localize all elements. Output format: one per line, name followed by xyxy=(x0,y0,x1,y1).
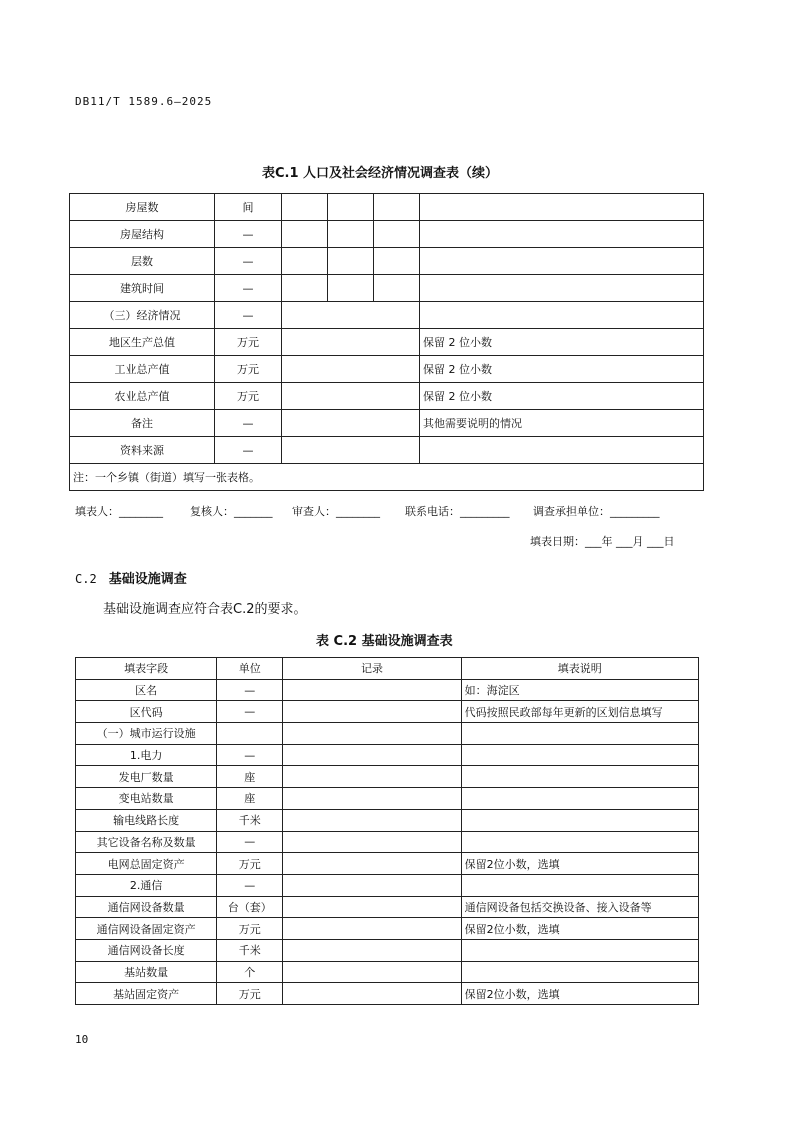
note-cell xyxy=(461,874,698,896)
field-cell: 电网总固定资产 xyxy=(76,853,217,875)
note-cell xyxy=(461,961,698,983)
note-cell xyxy=(461,939,698,961)
table-row xyxy=(76,874,699,896)
section-title: 基础设施调查 xyxy=(108,572,187,587)
row-unit: 万元 xyxy=(215,329,282,356)
table-row xyxy=(76,961,699,983)
unit-cell: 万元 xyxy=(217,983,283,1005)
record-cell xyxy=(283,918,461,940)
table1-caption: 表C.1 人口及社会经济情况调查表（续） xyxy=(262,166,499,181)
row-label: 房屋结构 xyxy=(70,221,215,248)
record-cell xyxy=(328,194,374,221)
record-cell xyxy=(282,302,420,329)
table-row xyxy=(76,831,699,853)
table2-caption: 表 C.2 基础设施调查表 xyxy=(316,634,453,649)
table-row xyxy=(70,194,704,221)
table-row xyxy=(76,918,699,940)
table2-header-row xyxy=(76,658,699,680)
field-cell: 区代码 xyxy=(76,701,217,723)
table-row xyxy=(70,410,704,437)
row-label: 地区生产总值 xyxy=(70,329,215,356)
header-cell: 填表字段 xyxy=(76,658,217,680)
record-cell xyxy=(328,221,374,248)
table-row xyxy=(76,939,699,961)
row-unit: 万元 xyxy=(215,356,282,383)
note-cell xyxy=(420,302,704,329)
table-row xyxy=(76,853,699,875)
unit-cell: — xyxy=(217,874,283,896)
unit-cell: 个 xyxy=(217,961,283,983)
record-cell xyxy=(282,329,420,356)
record-cell xyxy=(283,744,461,766)
record-cell xyxy=(283,701,461,723)
row-label: （三）经济情况 xyxy=(70,302,215,329)
unit-cell: 千米 xyxy=(217,939,283,961)
field-cell: 发电厂数量 xyxy=(76,766,217,788)
record-cell xyxy=(282,437,420,464)
note-cell xyxy=(420,194,704,221)
unit-cell xyxy=(217,723,283,745)
row-label: 房屋数 xyxy=(70,194,215,221)
note-cell: 保留2位小数，选填 xyxy=(461,918,698,940)
row-unit: 万元 xyxy=(215,383,282,410)
table-row xyxy=(76,701,699,723)
field-cell: 其它设备名称及数量 xyxy=(76,831,217,853)
table-row xyxy=(70,221,704,248)
record-cell xyxy=(283,809,461,831)
field-cell: （一）城市运行设施 xyxy=(76,723,217,745)
row-label: 农业总产值 xyxy=(70,383,215,410)
note-cell xyxy=(461,744,698,766)
note-cell: 保留 2 位小数 xyxy=(420,356,704,383)
record-cell xyxy=(283,961,461,983)
section-paragraph: 基础设施调查应符合表C.2的要求。 xyxy=(103,602,307,617)
record-cell xyxy=(283,983,461,1005)
record-cell xyxy=(328,248,374,275)
note-cell xyxy=(420,437,704,464)
section-number: C.2 xyxy=(75,572,97,586)
survey-unit-field: 调查承担单位：_________ xyxy=(533,505,660,518)
row-unit: 间 xyxy=(215,194,282,221)
note-cell xyxy=(461,788,698,810)
note-cell xyxy=(461,809,698,831)
table-row xyxy=(76,896,699,918)
record-cell xyxy=(283,874,461,896)
table-row xyxy=(76,788,699,810)
field-cell: 变电站数量 xyxy=(76,788,217,810)
record-cell xyxy=(282,194,328,221)
phone-field: 联系电话：_________ xyxy=(405,505,510,518)
field-cell: 通信网设备固定资产 xyxy=(76,918,217,940)
field-cell: 基站固定资产 xyxy=(76,983,217,1005)
field-cell: 区名 xyxy=(76,679,217,701)
table-row xyxy=(76,744,699,766)
field-cell: 通信网设备长度 xyxy=(76,939,217,961)
table-row xyxy=(70,383,704,410)
header-cell: 单位 xyxy=(217,658,283,680)
record-cell xyxy=(282,356,420,383)
row-label: 备注 xyxy=(70,410,215,437)
row-label: 工业总产值 xyxy=(70,356,215,383)
note-cell: 保留2位小数，选填 xyxy=(461,853,698,875)
row-unit: — xyxy=(215,221,282,248)
field-cell: 2.通信 xyxy=(76,874,217,896)
note-cell: 通信网设备包括交换设备、接入设备等 xyxy=(461,896,698,918)
unit-cell: — xyxy=(217,744,283,766)
table-row xyxy=(70,329,704,356)
note-cell: 保留 2 位小数 xyxy=(420,383,704,410)
page-number: 10 xyxy=(75,1033,89,1046)
field-cell: 通信网设备数量 xyxy=(76,896,217,918)
row-label: 资料来源 xyxy=(70,437,215,464)
unit-cell: 座 xyxy=(217,788,283,810)
note-cell xyxy=(461,831,698,853)
row-unit: — xyxy=(215,302,282,329)
note-cell: 保留2位小数，选填 xyxy=(461,983,698,1005)
unit-cell: 台（套） xyxy=(217,896,283,918)
record-cell xyxy=(283,679,461,701)
record-cell xyxy=(283,831,461,853)
table2 xyxy=(75,657,699,1005)
row-label: 层数 xyxy=(70,248,215,275)
unit-cell: 万元 xyxy=(217,918,283,940)
document-code: DB11/T 1589.6—2025 xyxy=(75,95,213,108)
record-cell xyxy=(374,275,420,302)
table-row xyxy=(76,723,699,745)
record-cell xyxy=(282,248,328,275)
table-row xyxy=(76,766,699,788)
note-cell: 代码按照民政部每年更新的区划信息填写 xyxy=(461,701,698,723)
table-row xyxy=(76,983,699,1005)
record-cell xyxy=(283,723,461,745)
table-footnote-row xyxy=(70,464,704,491)
record-cell xyxy=(283,788,461,810)
header-cell: 填表说明 xyxy=(461,658,698,680)
note-cell xyxy=(420,221,704,248)
table1 xyxy=(69,193,704,491)
record-cell xyxy=(374,248,420,275)
row-unit: — xyxy=(215,248,282,275)
unit-cell: 千米 xyxy=(217,809,283,831)
unit-cell: 座 xyxy=(217,766,283,788)
note-cell: 如：海淀区 xyxy=(461,679,698,701)
record-cell xyxy=(282,275,328,302)
record-cell xyxy=(374,221,420,248)
row-unit: — xyxy=(215,410,282,437)
unit-cell: 万元 xyxy=(217,853,283,875)
record-cell xyxy=(374,194,420,221)
unit-cell: — xyxy=(217,831,283,853)
record-cell xyxy=(282,383,420,410)
table-row xyxy=(70,248,704,275)
note-cell: 保留 2 位小数 xyxy=(420,329,704,356)
field-cell: 1.电力 xyxy=(76,744,217,766)
record-cell xyxy=(283,853,461,875)
record-cell xyxy=(282,221,328,248)
table-row xyxy=(70,356,704,383)
note-cell xyxy=(461,723,698,745)
record-cell xyxy=(283,896,461,918)
fill-date-field: 填表日期：___年 ___月 ___日 xyxy=(530,535,675,548)
auditor-field: 审查人：________ xyxy=(292,505,380,518)
table-row xyxy=(76,809,699,831)
reviewer-field: 复核人：_______ xyxy=(190,505,273,518)
filler-field: 填表人：________ xyxy=(75,505,163,518)
header-cell: 记录 xyxy=(283,658,461,680)
section-heading xyxy=(75,568,187,587)
note-cell xyxy=(420,248,704,275)
table-row xyxy=(70,275,704,302)
table-row xyxy=(70,437,704,464)
field-cell: 输电线路长度 xyxy=(76,809,217,831)
field-cell: 基站数量 xyxy=(76,961,217,983)
record-cell xyxy=(282,410,420,437)
note-cell: 其他需要说明的情况 xyxy=(420,410,704,437)
record-cell xyxy=(283,766,461,788)
row-label: 建筑时间 xyxy=(70,275,215,302)
row-unit: — xyxy=(215,437,282,464)
record-cell xyxy=(328,275,374,302)
unit-cell: — xyxy=(217,701,283,723)
unit-cell: — xyxy=(217,679,283,701)
row-unit: — xyxy=(215,275,282,302)
note-cell xyxy=(461,766,698,788)
record-cell xyxy=(283,939,461,961)
table-row xyxy=(70,302,704,329)
table-row xyxy=(76,679,699,701)
note-cell xyxy=(420,275,704,302)
table-footnote: 注：一个乡镇（街道）填写一张表格。 xyxy=(70,464,704,491)
